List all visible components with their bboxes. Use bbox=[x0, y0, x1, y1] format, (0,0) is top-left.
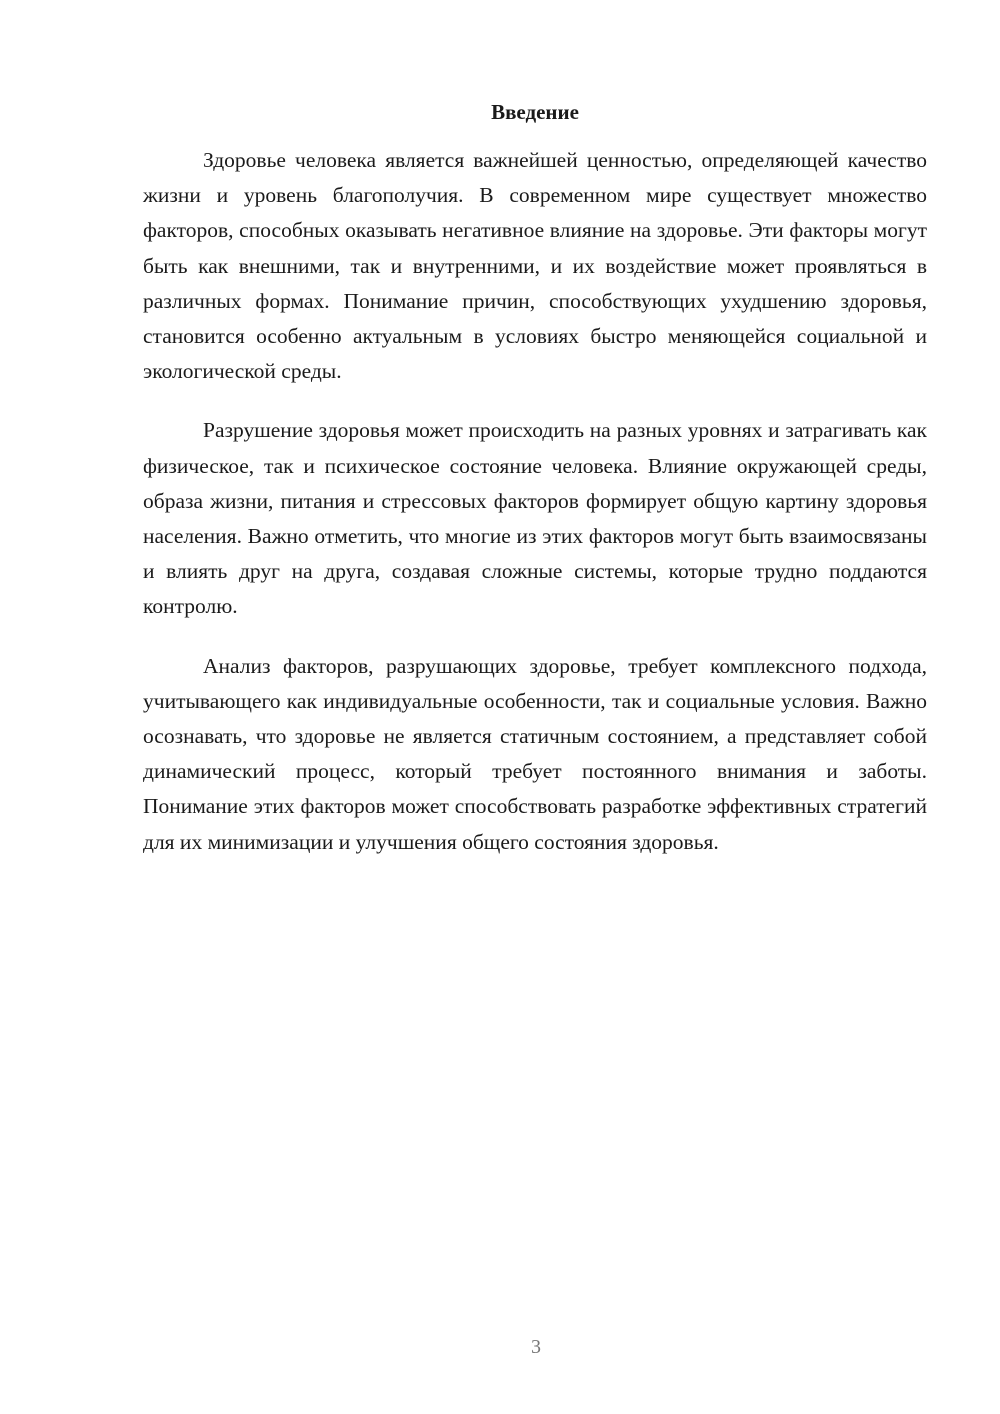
paragraph-3: Анализ факторов, разрушающих здоровье, требует комплексного подхода, учитывающего как индивидуальные особенности, так и социальные условия. Важно осознавать, что здоровье не является статичным состоянием, а представляет собой динамический процесс, который требует постоянного внимания и заботы. Понимание этих факторов может способствовать разработке эффективных стратегий для их минимизации и улучшения общего состояния здоровья. bbox=[143, 653, 927, 854]
paragraph-2: Разрушение здоровья может происходить на разных уровнях и затрагивать как физическое, так и психическое состояние человека. Влияние окружающей среды, образа жизни, питания и стрессовых факторов формирует общую картину здоровья населения. Важно отметить, что многие из этих факторов могут быть взаимосвязаны и влиять друг на друга, создавая сложные системы, которые трудно поддаются контролю. bbox=[143, 418, 927, 619]
paragraph-1: Здоровье человека является важнейшей ценностью, определяющей качество жизни и уровень благополучия. В современном мире существует множество факторов, способных оказывать негативное влияние на здоровье. Эти факторы могут быть как внешними, так и внутренними, и их воздействие может проявляться в различных формах. Понимание причин, способствующих ухудшению здоровья, становится особенно актуальным в условиях быстро меняющейся социальной и экологической среды. bbox=[143, 148, 927, 384]
section-heading: Введение bbox=[491, 100, 579, 124]
document-body bbox=[143, 143, 927, 884]
page-number: 3 bbox=[531, 1336, 541, 1358]
